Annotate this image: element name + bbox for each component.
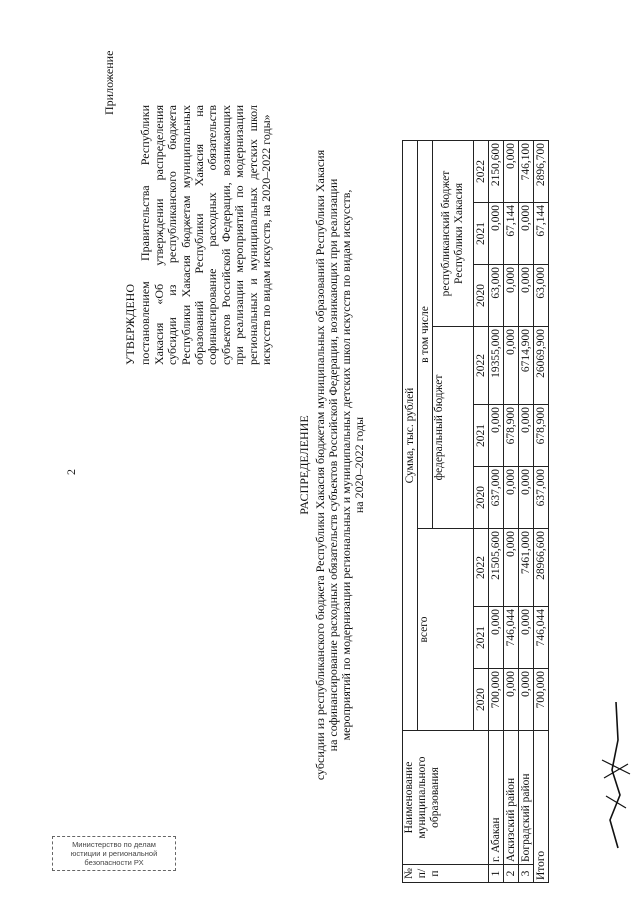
approval-text: постановлением Правительства Республики Хакасия «Об утверждении распределения субсидии из республиканского бюджета Республики Хакасия бюджетам муниципальных образований Республики Хакасия на софинансирование расходных обязательств субъектов Российской Федерации, возникающих при реализации мероприятий по модернизации региональных и муниципальных детских школ искусств по видам искусств, на 2020–2022 годы» xyxy=(138,105,274,365)
stamp-line: безопасности РХ xyxy=(84,858,144,867)
cell-value: 0,000 xyxy=(519,405,534,467)
total-row xyxy=(534,141,549,883)
table-row xyxy=(504,141,519,883)
cell-value: 0,000 xyxy=(504,669,519,731)
header-num: № п/п xyxy=(403,865,489,883)
cell-value: 6714,900 xyxy=(519,327,534,405)
cell-value: 0,000 xyxy=(519,265,534,327)
total-value: 26069,900 xyxy=(534,327,549,405)
cell-value: 637,000 xyxy=(489,467,504,529)
subtitle-line: на софинансирование расходных обязательств субъектов Российской Федерации, возникающих при реализации xyxy=(326,178,340,752)
subtitle-line: субсидии из республиканского бюджета Республики Хакасия бюджетам муниципальных образований Республики Хакасия xyxy=(313,149,327,781)
cell-value: 746,044 xyxy=(504,607,519,669)
total-value: 637,000 xyxy=(534,467,549,529)
cell-value: 67,144 xyxy=(504,203,519,265)
total-label: Итого xyxy=(534,731,549,883)
table-row xyxy=(519,141,534,883)
appendix-label: Приложение xyxy=(102,50,116,115)
header-total: всего xyxy=(418,529,474,731)
approval-block xyxy=(124,105,273,365)
approval-heading: УТВЕРЖДЕНО xyxy=(123,283,137,365)
total-value: 746,044 xyxy=(534,607,549,669)
subtitle-line: на 2020–2022 годы xyxy=(352,416,366,514)
year-header: 2020 xyxy=(474,467,489,529)
cell-value: 700,000 xyxy=(489,669,504,731)
cell-value: 63,000 xyxy=(489,265,504,327)
cell-value: 0,000 xyxy=(519,607,534,669)
page-number: 2 xyxy=(64,469,78,475)
year-header: 2022 xyxy=(474,327,489,405)
cell-value: 0,000 xyxy=(519,203,534,265)
total-value: 63,000 xyxy=(534,265,549,327)
row-name: Аскизский район xyxy=(504,731,519,865)
total-value: 700,000 xyxy=(534,669,549,731)
cell-value: 0,000 xyxy=(489,203,504,265)
cell-value: 746,100 xyxy=(519,141,534,203)
cell-value: 0,000 xyxy=(489,405,504,467)
cell-value: 0,000 xyxy=(504,265,519,327)
total-value: 678,900 xyxy=(534,405,549,467)
cell-value: 0,000 xyxy=(504,529,519,607)
header-republic: республиканский бюджет Республики Хакасия xyxy=(433,141,474,327)
total-value: 28966,600 xyxy=(534,529,549,607)
distribution-table xyxy=(402,140,549,883)
header-sum: Сумма, тыс. рублей xyxy=(403,141,418,731)
year-header: 2022 xyxy=(474,529,489,607)
cell-value: 678,900 xyxy=(504,405,519,467)
rotated-page xyxy=(20,15,630,905)
row-number: 2 xyxy=(504,865,519,883)
document-title: РАСПРЕДЕЛЕНИЕ xyxy=(297,415,311,515)
stamp-line: Министерство по делам xyxy=(72,840,156,849)
header-name: Наименование муниципального образования xyxy=(403,731,489,865)
year-header: 2021 xyxy=(474,607,489,669)
row-number: 1 xyxy=(489,865,504,883)
year-header: 2021 xyxy=(474,203,489,265)
year-header: 2020 xyxy=(474,265,489,327)
document-heading xyxy=(298,135,366,795)
subtitle-line: мероприятий по модернизации региональных и муниципальных детских школ искусств по видам искусств, xyxy=(339,189,353,741)
cell-value: 2150,600 xyxy=(489,141,504,203)
cell-value: 0,000 xyxy=(519,467,534,529)
cell-value: 19355,000 xyxy=(489,327,504,405)
cell-value: 0,000 xyxy=(504,141,519,203)
year-header: 2021 xyxy=(474,405,489,467)
total-value: 2896,700 xyxy=(534,141,549,203)
row-name: г. Абакан xyxy=(489,731,504,865)
header-federal: федеральный бюджет xyxy=(433,327,474,529)
cell-value: 0,000 xyxy=(504,327,519,405)
cell-value: 21505,600 xyxy=(489,529,504,607)
row-number: 3 xyxy=(519,865,534,883)
row-name: Боградский район xyxy=(519,731,534,865)
ministry-stamp xyxy=(52,836,176,871)
cell-value: 0,000 xyxy=(489,607,504,669)
year-header: 2020 xyxy=(474,669,489,731)
header-including: в том числе xyxy=(418,141,433,529)
year-header: 2022 xyxy=(474,141,489,203)
cell-value: 0,000 xyxy=(504,467,519,529)
cell-value: 0,000 xyxy=(519,669,534,731)
stamp-line: юстиции и региональной xyxy=(70,849,158,858)
table-row xyxy=(489,141,504,883)
total-value: 67,144 xyxy=(534,203,549,265)
signature-mark xyxy=(596,700,636,850)
cell-value: 7461,000 xyxy=(519,529,534,607)
